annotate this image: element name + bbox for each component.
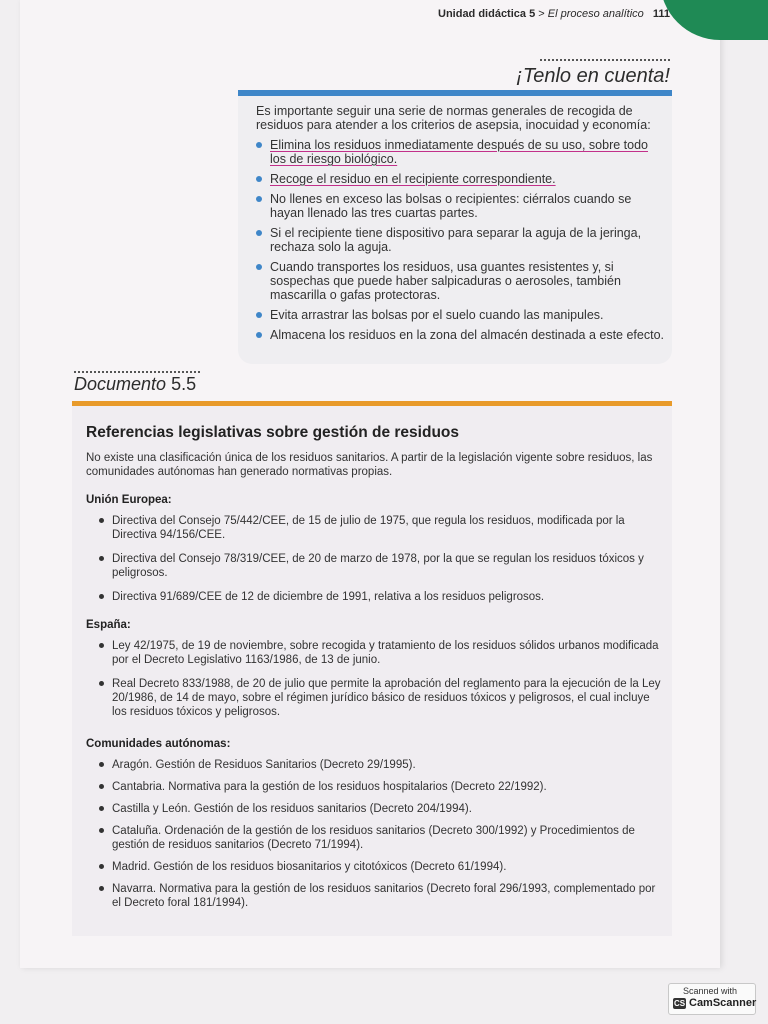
- camscanner-logo-icon: CS: [673, 999, 686, 1008]
- camscanner-name: CamScanner: [689, 997, 757, 1009]
- section-list: [86, 758, 666, 910]
- tip-item: [256, 172, 666, 186]
- document-title: Referencias legislativas sobre gestión de residuos: [86, 424, 460, 441]
- list-item: Directiva 91/689/CEE de 12 de diciembre de 1991, relativa a los residuos peligrosos.: [94, 590, 666, 604]
- tip-item: [256, 226, 666, 254]
- tip-item-text: Si el recipiente tiene dispositivo para separar la aguja de la jeringa, rechaza solo la aguja.: [270, 226, 642, 254]
- running-header: [438, 8, 688, 20]
- tip-list: [256, 138, 666, 348]
- tip-item: [256, 308, 666, 322]
- camscanner-watermark: [668, 983, 756, 1015]
- list-item: Directiva del Consejo 78/319/CEE, de 20 de marzo de 1978, por la que se regulan los residuos tóxicos y peligrosos.: [94, 552, 666, 580]
- document-label-number: 5.5: [171, 374, 197, 394]
- tip-intro-text: Es importante seguir una serie de normas generales de recogida de residuos para atender a los criterios de asepsia, inocuidad y economía:: [256, 104, 651, 132]
- tip-title: ¡Tenlo en cuenta!: [516, 65, 670, 87]
- list-item: Castilla y León. Gestión de los residuos sanitarios (Decreto 204/1994).: [94, 802, 666, 816]
- tip-item: [256, 328, 666, 342]
- header-unit: Unidad didáctica 5: [438, 8, 536, 20]
- list-item: Madrid. Gestión de los residuos biosanitarios y citotóxicos (Decreto 61/1994).: [94, 860, 666, 874]
- list-item: Cantabria. Normativa para la gestión de los residuos hospitalarios (Decreto 22/1992).: [94, 780, 666, 794]
- section-heading: Comunidades autónomas:: [86, 738, 231, 750]
- page-corner-decoration: [660, 0, 768, 40]
- document-intro: No existe una clasificación única de los residuos sanitarios. A partir de la legislación vigente sobre residuos, las comunidades autónomas han generado normativas propias.: [86, 452, 653, 478]
- tip-item-text: Recoge el residuo en el recipiente correspondiente.: [270, 172, 556, 186]
- header-chapter: El proceso analítico: [547, 8, 644, 20]
- document-label-word: Documento: [74, 374, 167, 394]
- scanned-with-label: Scanned with: [683, 986, 738, 996]
- document-dotted-rule: [74, 371, 200, 373]
- section-list: [86, 639, 666, 719]
- section-heading: Unión Europea:: [86, 494, 172, 506]
- list-item: Navarra. Normativa para la gestión de los residuos sanitarios (Decreto foral 296/1993, complementado por el Decreto foral 181/1994).: [94, 882, 666, 910]
- list-item: Real Decreto 833/1988, de 20 de julio que permite la aprobación del reglamento para la ejecución de la Ley 20/1986, de 14 de mayo, sobre el régimen jurídico básico de residuos tóxicos y peligrosos, el cual incluye los residuos tóxicos y peligrosos.: [94, 677, 666, 719]
- list-item: Directiva del Consejo 75/442/CEE, de 15 de julio de 1975, que regula los residuos, modificada por la Directiva 94/156/CEE.: [94, 514, 666, 542]
- tip-item-text: Cuando transportes los residuos, usa guantes resistentes y, si sospechas que puede haber salpicaduras o aerosoles, también mascarilla o gafas protectoras.: [270, 260, 621, 302]
- tip-item-text: Evita arrastrar las bolsas por el suelo cuando las manipules.: [270, 308, 604, 322]
- section-list: [86, 514, 666, 604]
- tip-item-text: Almacena los residuos en la zona del almacén destinada a este efecto.: [270, 328, 664, 342]
- section-heading: España:: [86, 619, 131, 631]
- tip-box: [238, 90, 672, 364]
- list-item: Cataluña. Ordenación de la gestión de los residuos sanitarios (Decreto 300/1992) y Procedimientos de gestión de residuos sanitarios (Decreto 71/1994).: [94, 824, 666, 852]
- tip-item: [256, 192, 666, 220]
- page-number: 111: [652, 8, 670, 20]
- tip-item-text: Elimina los residuos inmediatamente después de su uso, sobre todo los de riesgo biológico.: [270, 138, 648, 166]
- tip-item: [256, 260, 666, 302]
- list-item: Ley 42/1975, de 19 de noviembre, sobre recogida y tratamiento de los residuos sólidos urbanos modificada por el Decreto Legislativo 1163/1986, de 13 de junio.: [94, 639, 666, 667]
- document-label: [74, 374, 196, 395]
- list-item: Aragón. Gestión de Residuos Sanitarios (Decreto 29/1995).: [94, 758, 666, 772]
- book-page: [20, 0, 720, 968]
- tip-dotted-rule: [540, 59, 670, 61]
- section-union-europea: [86, 494, 666, 614]
- header-separator: >: [538, 8, 545, 20]
- tip-item-text: No llenes en exceso las bolsas o recipientes: ciérralos cuando se hayan llenado las tres cuartas partes.: [270, 192, 632, 220]
- tip-intro: [256, 104, 656, 132]
- document-box: [72, 401, 672, 936]
- tip-item: [256, 138, 666, 166]
- section-espana: [86, 619, 666, 729]
- section-comunidades-autonomas: [86, 738, 666, 918]
